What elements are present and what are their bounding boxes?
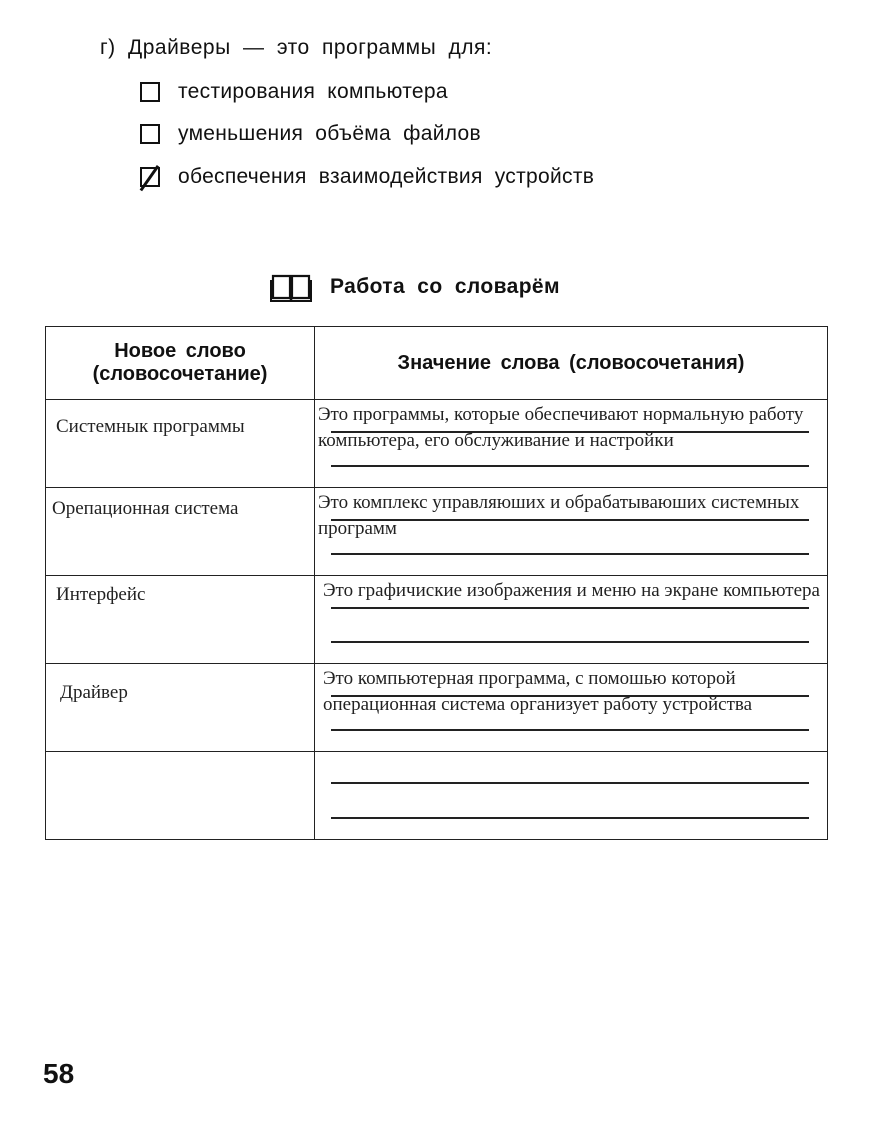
table-row-empty bbox=[46, 752, 828, 840]
meaning-cell[interactable]: Это компьютерная программа, с помошью которой операционная система организует работу устройства bbox=[323, 668, 753, 715]
header-meaning: Значение слова (словосочетания) bbox=[315, 327, 828, 400]
header-new-word: Новое слово (словосочетание) bbox=[46, 327, 315, 400]
table-row bbox=[46, 488, 828, 576]
option-label: тестирования компьютера bbox=[178, 80, 448, 103]
option-label: обеспечения взаимодействия устройств bbox=[178, 165, 595, 188]
checkbox-unchecked[interactable] bbox=[140, 82, 160, 102]
checkbox-unchecked[interactable] bbox=[140, 124, 160, 144]
table-row bbox=[46, 576, 828, 664]
word-cell[interactable] bbox=[46, 752, 314, 766]
meaning-cell[interactable] bbox=[315, 752, 827, 754]
word-cell[interactable]: Орепационная система bbox=[52, 498, 239, 519]
word-cell[interactable]: Драйвер bbox=[60, 682, 128, 703]
book-icon bbox=[270, 272, 312, 302]
option-testing[interactable] bbox=[140, 80, 448, 104]
table-row bbox=[46, 664, 828, 752]
word-cell[interactable]: Системнык программы bbox=[56, 416, 245, 437]
option-compression[interactable] bbox=[140, 122, 481, 146]
dictionary-title: Работа со словарём bbox=[330, 275, 560, 298]
dictionary-heading bbox=[270, 272, 560, 302]
table-row bbox=[46, 400, 828, 488]
page-number: 58 bbox=[43, 1058, 75, 1089]
word-cell[interactable]: Интерфейс bbox=[56, 584, 146, 605]
meaning-cell[interactable]: Это программы, которые обеспечивают нормальную работу компьютера, его обслуживание и настройки bbox=[318, 404, 804, 451]
meaning-cell[interactable]: Это графичиские изображения и меню на экране компьютера bbox=[323, 580, 820, 601]
table-header-row bbox=[46, 327, 828, 400]
checkbox-checked[interactable] bbox=[140, 167, 160, 187]
option-label: уменьшения объёма файлов bbox=[178, 122, 481, 145]
question-text: г) Драйверы — это программы для: bbox=[100, 36, 493, 59]
dictionary-table bbox=[45, 326, 828, 840]
option-device-interaction[interactable] bbox=[140, 165, 594, 189]
meaning-cell[interactable]: Это комплекс управляюших и обрабатываюших системных программ bbox=[318, 492, 800, 539]
